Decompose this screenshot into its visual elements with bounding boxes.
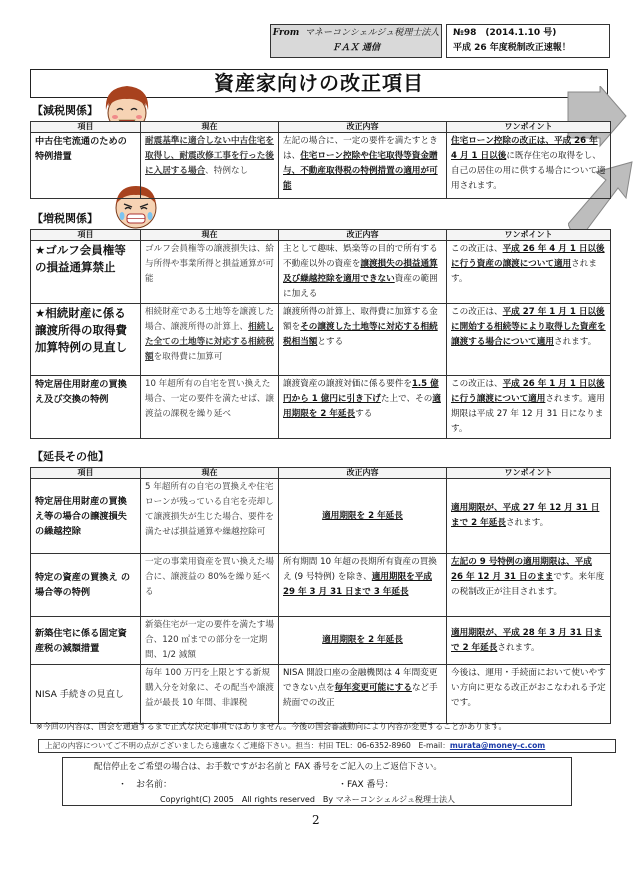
fax-request-text: 配信停止をご希望の場合は、お手数ですがお名前と FAX 番号をご記入の上ご返信下さい。 [94, 762, 442, 772]
section-zouzei-label: 【増税関係】 [32, 212, 98, 225]
contact-text: 上記の内容についてご不明の点がございましたら遠慮なくご連絡下さい。担当：村田 TEL：06-6352-8960 E-mail： [45, 741, 450, 750]
footer-notice: ※今回の内容は、国会を通過するまで正式な決定事項ではありません。今後の国会審議動向により内容が変更することがあります。 [36, 722, 507, 731]
point-cell: この改正は、平成 26 年 4 月 1 日以後に行う資産の譲渡について適用されます。 [447, 241, 611, 304]
firm-name: マネーコンシェルジュ税理士法人 [305, 28, 440, 38]
zouzei-table [30, 229, 611, 439]
point-cell: この改正は、平成 27 年 1 月 1 日以後に開始する相続等により取得した資産を譲渡する場合について適用されます。 [447, 304, 611, 376]
issue-number: №98 (2014.1.10 号) [453, 28, 557, 38]
col-change-header: 改正内容 [279, 468, 447, 479]
col-point-header: ワンポイント [447, 230, 611, 241]
table-row [31, 133, 611, 199]
newsletter-name: ＦＡＸ 通信 [331, 43, 381, 53]
point-cell: 適用期限が、平成 27 年 12 月 31 日まで 2 年延長されます。 [447, 479, 611, 554]
point-cell: 左記の 9 号特例の適用期限は、平成 26 年 12 月 31 日のままです。来年度の税制改正が注目されます。 [447, 554, 611, 617]
page-title: 資産家向けの改正項目 [30, 69, 608, 98]
copyright: Copyright(C) 2005 All rights reserved By マネーコンシェルジュ税理士法人 [160, 795, 455, 804]
change-cell: 左記の場合に、一定の要件を満たすときは、住宅ローン控除や住宅取得等資金贈与、不動産取得税の特例措置の適用が可能 [279, 133, 447, 199]
encho-table [30, 467, 611, 724]
item-cell: 中古住宅流通のための特例措置 [31, 133, 141, 199]
change-cell: 適用期限を 2 年延長 [279, 479, 447, 554]
section-encho-label: 【延長その他】 [32, 450, 109, 463]
table-row [31, 304, 611, 376]
fax-number-field-label: ・FAX 番号： [338, 780, 394, 790]
point-cell: 今後は、運用・手続面において使いやすい方向に更なる改正がおこなわれる予定です。 [447, 665, 611, 724]
current-cell: 耐震基準に適合しない中古住宅を取得し、耐震改修工事を行った後に入居する場合、特例なし [141, 133, 279, 199]
change-cell: 譲渡資産の譲渡対価に係る要件を1.5 億円から 1 億円に引き下げた上で、その適用期限を 2 年延長する [279, 376, 447, 439]
change-cell: 譲渡所得の計算上、取得費に加算する金額をその譲渡した土地等に対応する相続税相当額とする [279, 304, 447, 376]
contact-box [38, 739, 616, 753]
col-current-header: 現在 [141, 122, 279, 133]
col-item-header: 項目 [31, 122, 141, 133]
point-cell: この改正は、平成 26 年 1 月 1 日以後に行う譲渡について適用されます。適用期限は平成 27 年 12 月 31 日になります。 [447, 376, 611, 439]
from-label: From [272, 28, 300, 38]
item-cell: ★ゴルフ会員権等の損益通算禁止 [31, 241, 141, 304]
item-cell: NISA 手続きの見直し [31, 665, 141, 724]
col-item-header: 項目 [31, 230, 141, 241]
issue-topic: 平成 26 年度税制改正速報！ [453, 43, 571, 53]
col-point-header: ワンポイント [447, 468, 611, 479]
current-cell: 一定の事業用資産を買い換えた場合に、譲渡益の 80%を繰り延べる [141, 554, 279, 617]
contact-email-link[interactable]: murata@money-c.com [449, 741, 546, 750]
section-genzei-label: 【減税関係】 [32, 104, 98, 117]
table-row [31, 665, 611, 724]
point-cell: 住宅ローン控除の改正は、平成 26 年 4 月 1 日以後に既存住宅の取得をし、自己の居住の用に供する場合について適用されます。 [447, 133, 611, 199]
col-point-header: ワンポイント [447, 122, 611, 133]
issue-box [446, 24, 610, 58]
table-row [31, 554, 611, 617]
table-row [31, 479, 611, 554]
from-box [270, 24, 442, 58]
page-number: 2 [312, 813, 320, 827]
item-cell: 特定居住用財産の買換え及び交換の特例 [31, 376, 141, 439]
genzei-table [30, 121, 611, 199]
table-row [31, 241, 611, 304]
col-change-header: 改正内容 [279, 230, 447, 241]
change-cell: 主として趣味、娯楽等の目的で所有する不動産以外の資産を譲渡損失の損益通算及び繰越控除を適用できない資産の範囲に加える [279, 241, 447, 304]
change-cell: 適用期限を 2 年延長 [279, 617, 447, 665]
current-cell: 5 年超所有の自宅の買換えや住宅ローンが残っている自宅を売却して譲渡損失が生じた場合、要件を満たせば損益通算や繰越控除可 [141, 479, 279, 554]
col-item-header: 項目 [31, 468, 141, 479]
current-cell: ゴルフ会員権等の譲渡損失は、給与所得や事業所得と損益通算が可能 [141, 241, 279, 304]
col-current-header: 現在 [141, 468, 279, 479]
item-cell: ★相続財産に係る譲渡所得の取得費加算特例の見直し [31, 304, 141, 376]
change-cell: NISA 開設口座の金融機関は 4 年間変更できない点を毎年変更可能にするなど手続面での改正 [279, 665, 447, 724]
current-cell: 10 年超所有の自宅を買い換えた場合、一定の要件を満たせば、譲渡益の課税を繰り延べ [141, 376, 279, 439]
current-cell: 新築住宅が一定の要件を満たす場合、120 ㎡までの部分を一定期間、1/2 減額 [141, 617, 279, 665]
item-cell: 特定居住用財産の買換え等の場合の譲渡損失の繰越控除 [31, 479, 141, 554]
col-current-header: 現在 [141, 230, 279, 241]
col-change-header: 改正内容 [279, 122, 447, 133]
item-cell: 特定の資産の買換え の場合等の特例 [31, 554, 141, 617]
table-row [31, 376, 611, 439]
point-cell: 適用期限が、平成 28 年 3 月 31 日まで 2 年延長されます。 [447, 617, 611, 665]
item-cell: 新築住宅に係る固定資産税の減額措置 [31, 617, 141, 665]
name-field-label: ・ お名前： [118, 780, 173, 790]
table-row [31, 617, 611, 665]
change-cell: 所有期間 10 年超の長期所有資産の買換え (9 号特例) を除き、適用期限を平成 29 年 3 月 31 日まで 3 年延長 [279, 554, 447, 617]
current-cell: 毎年 100 万円を上限とする新規購入分を対象に、その配当や譲渡益が最長 10 年間、非課税 [141, 665, 279, 724]
current-cell: 相続財産である土地等を譲渡した場合、譲渡所得の計算上、相続した全ての土地等に対応する相続税額を取得費に加算可 [141, 304, 279, 376]
